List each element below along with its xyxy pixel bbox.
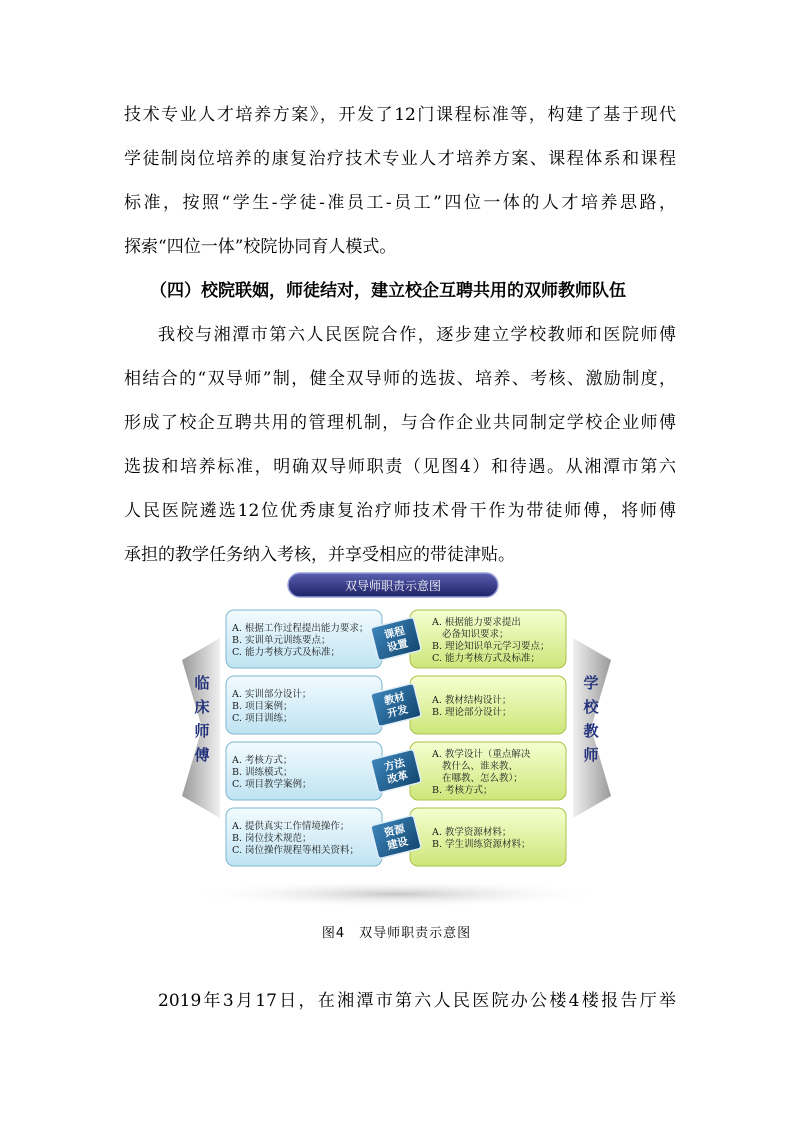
text-line: 学徒制岗位培养的康复治疗技术专业人才培养方案、课程体系和课程	[124, 149, 676, 169]
left-duty-item: A. 考核方式；	[232, 755, 293, 766]
center-topic-label: 方法改革	[382, 756, 410, 787]
text-line: 相结合的“双导师”制，健全双导师的选拔、培养、考核、激励制度，	[124, 369, 676, 389]
text-line: 人民医院遴选12位优秀康复治疗师技术骨干作为带徒师傅，将师傅	[124, 501, 676, 521]
left-duty-item: B. 训练模式；	[232, 767, 293, 778]
ground-shadow	[186, 880, 606, 908]
side-label-char: 教	[583, 722, 599, 740]
side-label-char: 师	[194, 722, 210, 740]
side-label-char: 校	[583, 698, 599, 716]
diagram-row	[226, 676, 566, 734]
paragraph-2	[124, 313, 676, 577]
right-duty-item: A. 教材结构设计；	[432, 695, 512, 706]
side-label-char: 学	[583, 674, 599, 692]
left-duty-item: A. 根据工作过程提出能力要求；	[232, 623, 369, 634]
heading-text: （四）校院联姻，师徒结对，建立校企互聘共用的双师教师队伍	[150, 281, 626, 301]
left-duty-item: B. 岗位技术规范；	[232, 833, 312, 844]
text-line: 标准，按照“学生-学徒-准员工-员工”四位一体的人才培养思路，	[124, 193, 676, 213]
right-duty-item: 必备知识要求；	[442, 629, 509, 640]
center-topic-label: 课程设置	[382, 624, 410, 655]
paragraph-1	[124, 93, 676, 269]
side-label-char: 傅	[194, 746, 210, 764]
diagram-row	[226, 808, 566, 866]
center-topic-label: 资源建设	[382, 822, 410, 853]
text-line: 技术专业人才培养方案》，开发了12门课程标准等，构建了基于现代	[124, 105, 676, 125]
right-duty-item: B. 考核方式；	[432, 785, 493, 796]
text-line: 2019年3月17日，在湘潭市第六人民医院办公楼4楼报告厅举	[158, 991, 676, 1011]
section-heading	[150, 269, 676, 313]
right-duty-item: C. 能力考核方式及标准；	[432, 653, 540, 664]
text-line: 探索“四位一体”校院协同育人模式。	[124, 237, 397, 257]
left-duty-item: C. 项目训练；	[232, 713, 293, 724]
diagram-title: 双导师职责示意图	[344, 579, 442, 593]
right-duty-item: A. 教学设计（重点解决	[432, 749, 531, 760]
left-duty-item: A. 提供真实工作情境操作；	[232, 821, 350, 832]
side-label-char: 临	[194, 674, 210, 692]
side-label-char: 床	[194, 698, 210, 716]
text-line: 我校与湘潭市第六人民医院合作，逐步建立学校教师和医院师傅	[158, 325, 676, 345]
text-line: 形成了校企互聘共用的管理机制，与合作企业共同制定学校企业师傅	[124, 413, 676, 433]
diagram-row	[226, 742, 566, 800]
right-duty-item: B. 理论部分设计；	[432, 707, 512, 718]
left-duty-item: C. 能力考核方式及标准；	[232, 647, 340, 658]
right-duty-item: B. 理论知识单元学习要点；	[432, 641, 550, 652]
right-duty-item: A. 教学资源材料；	[432, 827, 512, 838]
text-line: 选拔和培养标准，明确双导师职责（见图4）和待遇。从湘潭市第六	[124, 457, 676, 477]
diagram-rows	[226, 610, 566, 866]
left-duty-item: A. 实训部分设计；	[232, 689, 312, 700]
right-duty-item: 教什么、谁来教、	[442, 761, 519, 772]
left-duty-item: B. 实训单元训练要点；	[232, 635, 331, 646]
right-duty-item: 在哪教、怎么教）；	[442, 773, 523, 784]
left-duty-item: C. 岗位操作规程等相关资料；	[232, 845, 359, 856]
dual-mentor-diagram	[180, 568, 613, 910]
right-duty-item: B. 学生训练资源材料；	[432, 839, 531, 850]
left-duty-item: C. 项目教学案例；	[232, 779, 312, 790]
text-line: 承担的教学任务纳入考核，并享受相应的带徒津贴。	[124, 545, 515, 565]
diagram-row	[226, 610, 566, 668]
right-duty-item: A. 根据能力要求提出	[432, 617, 521, 628]
paragraph-3	[124, 979, 676, 1023]
left-duty-item: B. 项目案例；	[232, 701, 293, 712]
figure-caption: 图4 双导师职责示意图	[321, 926, 472, 941]
center-topic-label: 教材开发	[382, 690, 410, 721]
side-label-char: 师	[583, 746, 599, 764]
